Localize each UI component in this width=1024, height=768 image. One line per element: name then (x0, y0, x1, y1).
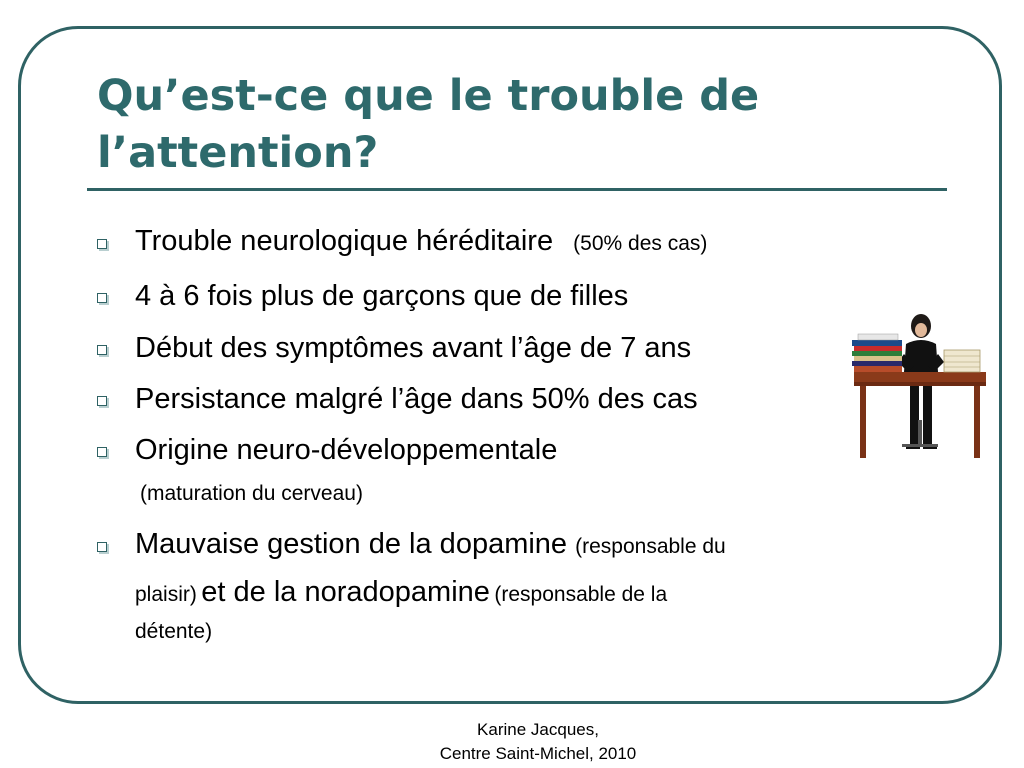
bullet-subnote: (maturation du cerveau) (140, 482, 363, 505)
bullet-text: 4 à 6 fois plus de garçons que de filles (135, 280, 629, 312)
bullet-text: Trouble neurologique héréditaire (50% des cas) (135, 225, 708, 257)
bullet-text: Début des symptômes avant l’âge de 7 ans (135, 332, 692, 364)
bullet-continuation: détente) (135, 620, 213, 643)
square-bullet-icon (97, 239, 107, 249)
footer-credit (388, 718, 688, 766)
slide-title: Qu’est-ce que le trouble de l’attention? (97, 71, 760, 178)
square-bullet-icon (97, 293, 107, 303)
bullet-text: Mauvaise gestion de la dopamine (responsable du (135, 528, 726, 560)
student-at-desk-illustration (848, 310, 988, 460)
bullet-text: Persistance malgré l’âge dans 50% des cas (135, 383, 698, 415)
bullet-continuation: plaisir) et de la noradopamine (responsable de la (135, 576, 668, 608)
square-bullet-icon (97, 542, 107, 552)
bullet-text: Origine neuro-développementale (135, 434, 558, 466)
square-bullet-icon (97, 447, 107, 457)
square-bullet-icon (97, 345, 107, 355)
footer-author: Karine Jacques, (477, 720, 599, 739)
square-bullet-icon (97, 396, 107, 406)
title-underline (87, 188, 947, 191)
footer-organization: Centre Saint-Michel, 2010 (439, 744, 637, 763)
